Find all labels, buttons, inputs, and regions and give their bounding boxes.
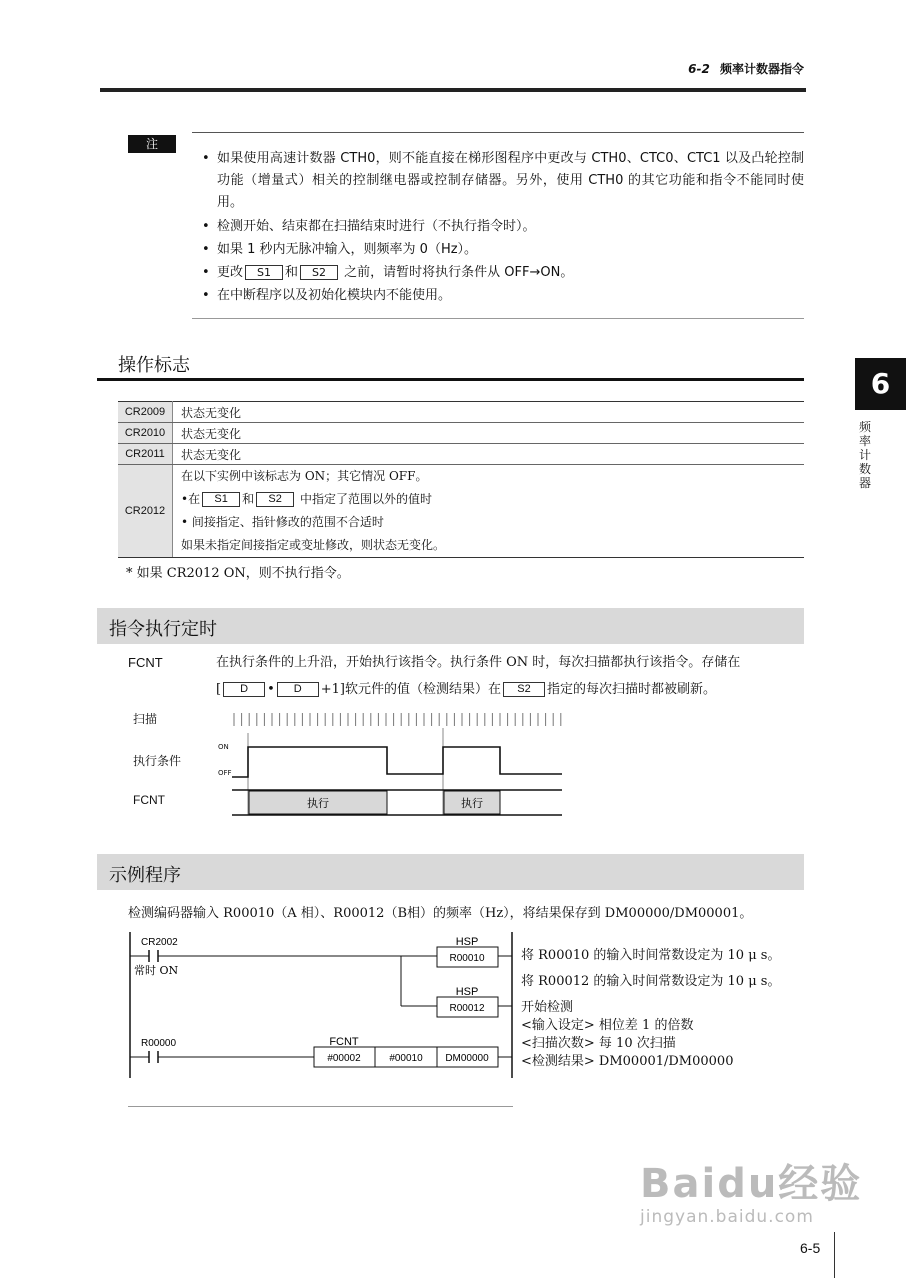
operand-box-d: D — [277, 682, 319, 697]
chapter-tab-number: 6 — [855, 358, 906, 410]
section-title-timing: 指令执行定时 — [109, 619, 217, 640]
hsp-operand: R00012 — [449, 1003, 485, 1014]
hsp-label: HSP — [455, 936, 479, 948]
operand-box-s2: S2 — [300, 265, 338, 280]
flag-code: CR2009 — [118, 402, 173, 423]
flag-code: CR2011 — [118, 444, 173, 465]
flag-desc: 状态无变化 — [173, 444, 805, 465]
fcnt-operand: #00002 — [327, 1053, 361, 1064]
note-bullet-text: 在中断程序以及初始化模块内不能使用。 — [217, 288, 452, 303]
operand-box-s1: S1 — [202, 492, 240, 507]
contact-comment: 常时 ON — [134, 964, 179, 977]
header-section-title: 频率计数器指令 — [719, 62, 804, 76]
bottom-rule — [128, 1106, 513, 1107]
hsp-operand: R00010 — [449, 953, 485, 964]
watermark-brand: Baidu经验 — [640, 1161, 863, 1207]
ladder-comment: 将 R00010 的输入时间常数设定为 10 μ s。 — [521, 948, 781, 963]
flag-desc-line: • 间接指定、指针修改的范围不合适时 — [181, 515, 384, 529]
operand-box-s2: S2 — [503, 682, 545, 697]
ladder-comment: <检测结果> DM00001/DM00000 — [521, 1054, 734, 1069]
text-fragment: 和 — [285, 265, 299, 280]
text-fragment: 和 — [242, 492, 255, 506]
bullet-mark: • — [202, 151, 210, 166]
text-fragment: 更改 — [217, 265, 244, 280]
page-number: 6-5 — [800, 1240, 821, 1256]
header-section-number: 6-2 — [688, 62, 710, 76]
text-fragment: [ — [216, 682, 222, 697]
contact-label: CR2002 — [141, 937, 178, 948]
ladder-comment: <扫描次数> 每 10 次扫描 — [521, 1036, 676, 1051]
fcnt-label: FCNT — [329, 1036, 359, 1048]
section-title-example: 示例程序 — [109, 865, 181, 886]
note-bullet-text: 如果使用高速计数器 CTH0，则不能直接在梯形图程序中更改与 CTH0、CTC0、CTC1 以及凸轮控制功能（增量式）相关的控制继电器或控制存储器。另外，使用 CTH0 的其它功能和指令不能同时使用。 — [217, 151, 804, 210]
flag-desc: 状态无变化 — [173, 423, 805, 444]
note-tag: 注 — [128, 135, 176, 153]
note-bullet-text: 如果 1 秒内无脉冲输入，则频率为 0（Hz）。 — [217, 242, 478, 257]
operand-box-s1: S1 — [245, 265, 283, 280]
text-fragment: +1]软元件的值（检测结果）在 — [320, 682, 501, 697]
exec-label: 执行 — [307, 797, 329, 810]
timing-row-fcnt: FCNT — [133, 793, 165, 807]
watermark — [640, 1152, 862, 1227]
text-fragment: •在 — [181, 492, 201, 506]
text-fragment: 指定的每次扫描时都被刷新。 — [547, 682, 717, 697]
chapter-tab-label: 频率计数器 — [858, 420, 871, 490]
instruction-label: FCNT — [128, 655, 163, 670]
bullet-mark: • — [202, 242, 210, 257]
ladder-comment: <输入设定> 相位差 1 的倍数 — [521, 1018, 694, 1033]
section-title-flags: 操作标志 — [118, 355, 190, 376]
operand-box-d: D — [223, 682, 265, 697]
example-description: 检测编码器输入 R00010（A 相）、R00012（B相）的频率（Hz），将结果保存到 DM00000/DM00001。 — [128, 906, 753, 921]
timing-description: 在执行条件的上升沿，开始执行该指令。执行条件 ON 时，每次扫描都执行该指令。存储在 — [216, 655, 741, 670]
flag-code: CR2012 — [118, 465, 173, 558]
ladder-comment: 将 R00012 的输入时间常数设定为 10 μ s。 — [521, 974, 781, 989]
fcnt-operand: DM00000 — [445, 1053, 489, 1064]
operand-box-s2: S2 — [256, 492, 294, 507]
off-level-label: OFF — [218, 769, 232, 777]
fcnt-operand: #00010 — [389, 1053, 423, 1064]
flags-footnote: * 如果 CR2012 ON，则不执行指令。 — [126, 566, 350, 581]
flag-desc: 状态无变化 — [173, 402, 805, 423]
ladder-comment: 开始检测 — [521, 1000, 574, 1015]
text-fragment: 之前，请暂时将执行条件从 OFF→ON。 — [344, 265, 574, 280]
hsp-label: HSP — [455, 986, 479, 998]
watermark-url: jingyan.baidu.com — [640, 1207, 814, 1227]
contact-label: R00000 — [141, 1038, 177, 1049]
exec-label: 执行 — [461, 797, 483, 810]
flag-desc-line: 如果未指定间接指定或变址修改，则状态无变化。 — [181, 538, 446, 552]
bullet-mark: • — [202, 219, 210, 234]
timing-row-scan: 扫描 — [133, 712, 158, 726]
on-level-label: ON — [218, 743, 229, 751]
timing-row-exec: 执行条件 — [133, 754, 182, 768]
bullet-mark: • — [202, 265, 210, 280]
note-bullet-text: 检测开始、结束都在扫描结束时进行（不执行指令时）。 — [217, 219, 536, 234]
flag-code: CR2010 — [118, 423, 173, 444]
page-number-rule — [834, 1232, 835, 1278]
flag-desc-line: 在以下实例中该标志为 ON；其它情况 OFF。 — [181, 469, 428, 483]
text-fragment: • — [267, 682, 275, 697]
bullet-mark: • — [202, 288, 210, 303]
text-fragment: 中指定了范围以外的值时 — [299, 492, 432, 506]
